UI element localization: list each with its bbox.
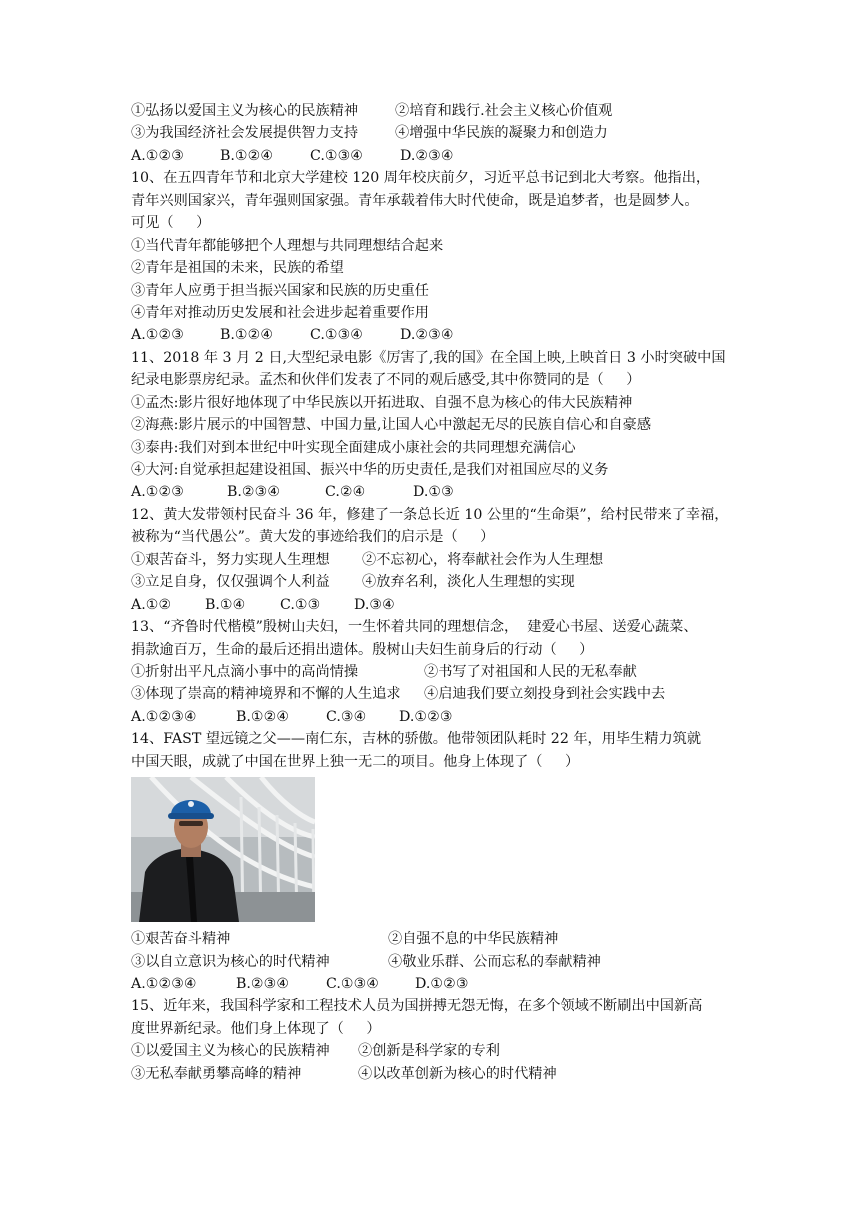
option: ③以自立意识为核心的时代精神 [131, 953, 330, 970]
q11-stem: 11、2018 年 3 月 2 日,大型纪录电影《厉害了,我的国》在全国上映,上映首日 3 小时突破中国 [131, 349, 726, 366]
answer-d: D.③④ [354, 596, 395, 613]
exam-page [131, 100, 751, 1085]
option: ②培育和践行.社会主义核心价值观 [395, 103, 613, 119]
answer-c: C.①③④ [310, 147, 364, 164]
q13-stem: 捐款逾百万，生命的最后还捐出遗体。殷树山夫妇生前身后的行动（ ） [131, 641, 594, 658]
q12-options-row-1 [131, 549, 751, 571]
answer-d: D.②③④ [400, 327, 454, 344]
q11-stem: 纪录电影票房纪录。孟杰和伙伴们发表了不同的观后感受,其中你赞同的是（ ） [131, 372, 641, 389]
answer-c: C.③④ [326, 708, 367, 725]
answer-c: C.①③④ [326, 976, 380, 992]
q11-option: ②海燕:影片展示的中国智慧、中国力量,让国人心中激起无尽的民族自信心和自豪感 [131, 417, 652, 434]
answer-a: A.①②③④ [131, 976, 197, 992]
option: ③无私奉献勇攀高峰的精神 [131, 1065, 302, 1082]
q10-stem: 10、在五四青年节和北京大学建校 120 周年校庆前夕，习近平总书记到北大考察。他指出， [131, 170, 711, 187]
q15-options-row-2 [131, 1063, 751, 1085]
option: ③体现了崇高的精神境界和不懈的人生追求 [131, 686, 401, 703]
answer-b: B.②③④ [236, 976, 290, 992]
option: ④增强中华民族的凝聚力和创造力 [395, 125, 608, 142]
answer-d: D.①②③ [415, 976, 469, 992]
answer-b: B.①②④ [220, 147, 274, 164]
answer-b: B.①④ [205, 596, 246, 613]
q10-option: ④青年对推动历史发展和社会进步起着重要作用 [131, 304, 429, 321]
option: ③立足自身，仅仅强调个人利益 [131, 574, 330, 591]
option: ①以爱国主义为核心的民族精神 [131, 1043, 330, 1060]
option: ①艰苦奋斗精神 [131, 931, 231, 948]
option: ②不忘初心，将奉献社会作为人生理想 [362, 551, 604, 568]
answer-d: D.①③ [413, 484, 454, 501]
q15-options-row-1 [131, 1040, 751, 1062]
option: ①折射出平凡点滴小事中的高尚情操 [131, 663, 359, 680]
q10-option: ②青年是祖国的未来，民族的希望 [131, 260, 344, 277]
q13-options-row-2 [131, 683, 751, 705]
q12-stem: 12、黄大发带领村民奋斗 36 年，修建了一条总长近 10 公里的“生命渠”，给村民带来了幸福， [131, 506, 729, 523]
q15-stem: 15、近年来，我国科学家和工程技术人员为国拼搏无怨无悔，在多个领域不断刷出中国新高 [131, 998, 703, 1015]
answer-a: A.①②③ [131, 327, 184, 344]
q14-options-row-1 [131, 928, 751, 950]
option: ④启迪我们要立刻投身到社会实践中去 [424, 686, 666, 703]
option: ④放弃名利，淡化人生理想的实现 [362, 574, 575, 591]
answer-d: D.②③④ [400, 147, 454, 164]
answer-a: A.①②③ [131, 147, 184, 164]
q13-answers [131, 706, 751, 728]
q14-stem: 中国天眼，成就了中国在世界上独一无二的项目。他身上体现了（ ） [131, 753, 580, 770]
q10-option: ①当代青年都能够把个人理想与共同理想结合起来 [131, 237, 444, 254]
q10-stem: 青年兴则国家兴，青年强则国家强。青年承载着伟大时代使命，既是追梦者，也是圆梦人。 [131, 192, 699, 209]
answer-c: C.①③④ [310, 327, 364, 344]
q11-option: ①孟杰:影片很好地体现了中华民族以开拓进取、自强不息为核心的伟大民族精神 [131, 394, 633, 411]
answer-a: A.①②③④ [131, 708, 197, 725]
photo-nan-rendong [131, 777, 315, 922]
option: ③为我国经济社会发展提供智力支持 [131, 125, 359, 142]
option: ②书写了对祖国和人民的无私奉献 [424, 663, 637, 680]
q14-stem: 14、FAST 望远镜之父——南仁东，吉林的骄傲。他带领团队耗时 22 年，用毕生精力筑就 [131, 731, 702, 748]
answer-d: D.①②③ [399, 708, 453, 725]
answer-c: C.①③ [280, 596, 321, 613]
answer-a: A.①②③ [131, 484, 184, 501]
option: ①艰苦奋斗，努力实现人生理想 [131, 551, 330, 568]
q12-answers [131, 594, 751, 616]
q14-answers [131, 973, 751, 995]
prev-options-row-2 [131, 122, 751, 144]
q13-stem: 13、“齐鲁时代楷模”殷树山夫妇，一生怀着共同的理想信念， 建爱心书屋、送爱心蔬菜、 [131, 619, 698, 636]
answer-b: B.①②④ [220, 327, 274, 344]
q12-options-row-2 [131, 571, 751, 593]
option: ①弘扬以爱国主义为核心的民族精神 [131, 103, 359, 119]
answer-b: B.①②④ [236, 708, 290, 725]
q11-answers [131, 481, 751, 503]
q11-option: ④大河:自觉承担起建设祖国、振兴中华的历史责任,是我们对祖国应尽的义务 [131, 462, 609, 478]
answer-a: A.①② [131, 596, 172, 613]
answer-c: C.②④ [325, 484, 366, 501]
option: ④敬业乐群、公而忘私的奉献精神 [388, 953, 601, 970]
prev-answers [131, 145, 751, 167]
q10-stem: 可见（ ） [131, 215, 211, 232]
q10-option: ③青年人应勇于担当振兴国家和民族的历史重任 [131, 282, 429, 299]
option: ②创新是科学家的专利 [358, 1043, 500, 1060]
option: ④以改革创新为核心的时代精神 [358, 1065, 557, 1082]
q13-options-row-1 [131, 661, 751, 683]
prev-options-row-1 [131, 100, 751, 122]
option: ②自强不息的中华民族精神 [388, 931, 559, 948]
q14-options-row-2 [131, 951, 751, 973]
q15-stem: 度世界新纪录。他们身上体现了（ ） [131, 1020, 381, 1037]
q10-answers [131, 324, 751, 346]
q12-stem: 被称为“当代愚公”。黄大发的事迹给我们的启示是（ ） [131, 529, 495, 546]
answer-b: B.②③④ [227, 484, 281, 501]
q11-option: ③泰冉:我们对到本世纪中叶实现全面建成小康社会的共同理想充满信心 [131, 439, 576, 456]
